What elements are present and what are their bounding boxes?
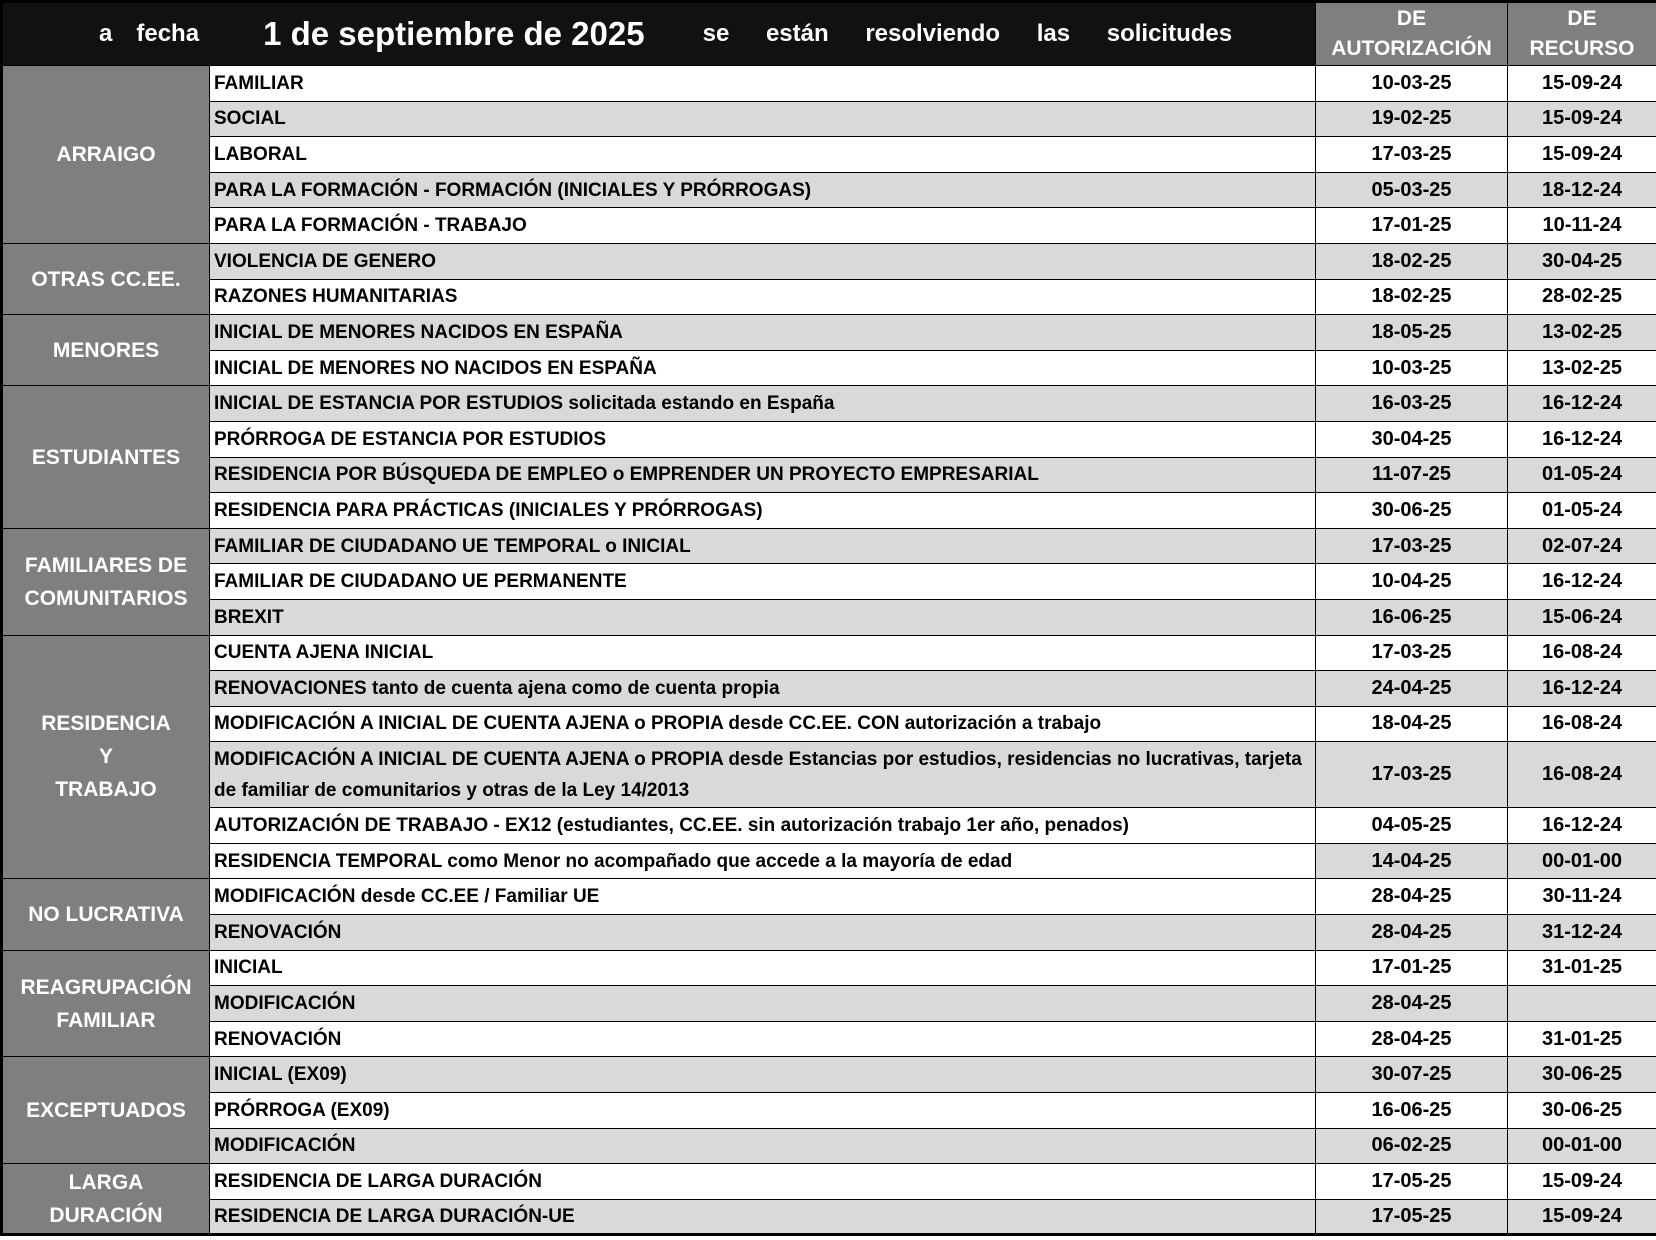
procedure-description: PRÓRROGA (EX09)	[210, 1093, 1316, 1129]
procedure-description: RESIDENCIA DE LARGA DURACIÓN-UE	[210, 1199, 1316, 1235]
autorizacion-date: 18-02-25	[1316, 243, 1508, 279]
recurso-date: 16-12-24	[1508, 808, 1656, 844]
table-row	[2, 243, 1656, 279]
recurso-date: 16-12-24	[1508, 564, 1656, 600]
column-header-recurso-line2: RECURSO	[1529, 37, 1635, 60]
header-banner	[2, 2, 1316, 66]
table-row	[2, 421, 1656, 457]
category-label: Y	[98, 745, 113, 769]
autorizacion-date: 24-04-25	[1316, 671, 1508, 707]
procedure-description: VIOLENCIA DE GENERO	[210, 243, 1316, 279]
header-rest: se están resolviendo las solicitudes	[702, 20, 1233, 47]
recurso-date: 16-12-24	[1508, 671, 1656, 707]
category-cell	[2, 1057, 210, 1164]
category-label: COMUNITARIOS	[24, 586, 188, 610]
autorizacion-date: 17-05-25	[1316, 1199, 1508, 1235]
autorizacion-date: 17-01-25	[1316, 950, 1508, 986]
recurso-date: 10-11-24	[1508, 208, 1656, 244]
table-row	[2, 706, 1656, 742]
table-row	[2, 1057, 1656, 1093]
header-row	[2, 2, 1656, 66]
table-body	[2, 66, 1656, 1235]
table-row	[2, 879, 1656, 915]
procedure-description: PRÓRROGA DE ESTANCIA POR ESTUDIOS	[210, 421, 1316, 457]
autorizacion-date: 28-04-25	[1316, 915, 1508, 951]
procedure-description: INICIAL (EX09)	[210, 1057, 1316, 1093]
recurso-date	[1508, 986, 1656, 1022]
procedure-description: RENOVACIÓN	[210, 915, 1316, 951]
procedure-description: MODIFICACIÓN	[210, 986, 1316, 1022]
procedure-description: BREXIT	[210, 599, 1316, 635]
procedure-description: INICIAL DE MENORES NACIDOS EN ESPAÑA	[210, 315, 1316, 351]
category-label: EXCEPTUADOS	[26, 1098, 186, 1122]
recurso-date: 31-12-24	[1508, 915, 1656, 951]
autorizacion-date: 17-03-25	[1316, 528, 1508, 564]
category-cell	[2, 315, 210, 386]
autorizacion-date: 18-05-25	[1316, 315, 1508, 351]
autorizacion-date: 14-04-25	[1316, 843, 1508, 879]
procedure-description: MODIFICACIÓN A INICIAL DE CUENTA AJENA o PROPIA desde Estancias por estudios, residencias no lucrativas, tarjeta de familiar de comunitarios y otras de la Ley 14/2013	[210, 742, 1316, 808]
table-row	[2, 635, 1656, 671]
category-label: ESTUDIANTES	[31, 445, 181, 469]
category-label: ARRAIGO	[56, 142, 156, 166]
autorizacion-date: 17-03-25	[1316, 635, 1508, 671]
autorizacion-date: 30-07-25	[1316, 1057, 1508, 1093]
procedure-description: PARA LA FORMACIÓN - FORMACIÓN (INICIALES Y PRÓRROGAS)	[210, 172, 1316, 208]
category-label: DURACIÓN	[49, 1203, 163, 1227]
table-row	[2, 564, 1656, 600]
table-row	[2, 1021, 1656, 1057]
procedure-description: RENOVACIÓN	[210, 1021, 1316, 1057]
procedure-description: INICIAL	[210, 950, 1316, 986]
category-label: OTRAS CC.EE.	[31, 267, 181, 291]
column-header-autorizacion-line1: DE	[1396, 7, 1427, 30]
header-date: 1 de septiembre de 2025	[263, 15, 645, 52]
procedure-description: PARA LA FORMACIÓN - TRABAJO	[210, 208, 1316, 244]
table-row	[2, 915, 1656, 951]
column-header-autorizacion	[1316, 2, 1508, 66]
recurso-date: 31-01-25	[1508, 1021, 1656, 1057]
table-row	[2, 528, 1656, 564]
table-row	[2, 350, 1656, 386]
table-row	[2, 950, 1656, 986]
recurso-date: 30-04-25	[1508, 243, 1656, 279]
recurso-date: 16-08-24	[1508, 706, 1656, 742]
autorizacion-date: 04-05-25	[1316, 808, 1508, 844]
autorizacion-date: 28-04-25	[1316, 879, 1508, 915]
autorizacion-date: 28-04-25	[1316, 986, 1508, 1022]
recurso-date: 16-12-24	[1508, 421, 1656, 457]
recurso-date: 15-09-24	[1508, 66, 1656, 102]
recurso-date: 31-01-25	[1508, 950, 1656, 986]
recurso-date: 13-02-25	[1508, 350, 1656, 386]
recurso-date: 01-05-24	[1508, 493, 1656, 529]
autorizacion-date: 19-02-25	[1316, 101, 1508, 137]
recurso-date: 00-01-00	[1508, 1128, 1656, 1164]
autorizacion-date: 06-02-25	[1316, 1128, 1508, 1164]
table-row	[2, 1199, 1656, 1235]
category-label: MENORES	[52, 338, 160, 362]
autorizacion-date: 05-03-25	[1316, 172, 1508, 208]
procedure-description: AUTORIZACIÓN DE TRABAJO - EX12 (estudiantes, CC.EE. sin autorización trabajo 1er año, penados)	[210, 808, 1316, 844]
category-cell	[2, 386, 210, 528]
procedure-description: RESIDENCIA DE LARGA DURACIÓN	[210, 1164, 1316, 1200]
procedure-description: FAMILIAR	[210, 66, 1316, 102]
table-row	[2, 457, 1656, 493]
recurso-date: 02-07-24	[1508, 528, 1656, 564]
recurso-date: 00-01-00	[1508, 843, 1656, 879]
table-row	[2, 101, 1656, 137]
autorizacion-date: 17-03-25	[1316, 742, 1508, 808]
recurso-date: 16-08-24	[1508, 742, 1656, 808]
table-row	[2, 1164, 1656, 1200]
table-row	[2, 386, 1656, 422]
table-row	[2, 208, 1656, 244]
category-cell	[2, 66, 210, 244]
table-row	[2, 172, 1656, 208]
procedure-description: MODIFICACIÓN	[210, 1128, 1316, 1164]
procedure-description: FAMILIAR DE CIUDADANO UE PERMANENTE	[210, 564, 1316, 600]
procedure-description: RESIDENCIA PARA PRÁCTICAS (INICIALES Y PRÓRROGAS)	[210, 493, 1316, 529]
recurso-date: 15-09-24	[1508, 1199, 1656, 1235]
recurso-date: 30-06-25	[1508, 1093, 1656, 1129]
autorizacion-date: 16-06-25	[1316, 599, 1508, 635]
recurso-date: 18-12-24	[1508, 172, 1656, 208]
table-row	[2, 279, 1656, 315]
column-header-autorizacion-line2: AUTORIZACIÓN	[1331, 37, 1492, 60]
autorizacion-date: 10-04-25	[1316, 564, 1508, 600]
autorizacion-date: 10-03-25	[1316, 66, 1508, 102]
category-label: RESIDENCIA	[41, 712, 171, 736]
procedure-description: CUENTA AJENA INICIAL	[210, 635, 1316, 671]
category-label: FAMILIARES DE	[24, 553, 188, 577]
recurso-date: 01-05-24	[1508, 457, 1656, 493]
table-row	[2, 493, 1656, 529]
category-label: NO LUCRATIVA	[28, 903, 184, 927]
procedure-description: LABORAL	[210, 137, 1316, 173]
header-word-fecha: fecha	[136, 20, 200, 47]
table-row	[2, 986, 1656, 1022]
table-row	[2, 843, 1656, 879]
recurso-date: 15-06-24	[1508, 599, 1656, 635]
table-row	[2, 742, 1656, 808]
autorizacion-date: 17-05-25	[1316, 1164, 1508, 1200]
recurso-date: 16-12-24	[1508, 386, 1656, 422]
procedure-description: MODIFICACIÓN desde CC.EE / Familiar UE	[210, 879, 1316, 915]
autorizacion-date: 17-03-25	[1316, 137, 1508, 173]
autorizacion-date: 18-02-25	[1316, 279, 1508, 315]
procedure-description: INICIAL DE ESTANCIA POR ESTUDIOS solicitada estando en España	[210, 386, 1316, 422]
recurso-date: 15-09-24	[1508, 101, 1656, 137]
procedure-description: INICIAL DE MENORES NO NACIDOS EN ESPAÑA	[210, 350, 1316, 386]
autorizacion-date: 18-04-25	[1316, 706, 1508, 742]
category-cell	[2, 243, 210, 314]
procedure-description: MODIFICACIÓN A INICIAL DE CUENTA AJENA o PROPIA desde CC.EE. CON autorización a trabajo	[210, 706, 1316, 742]
table-row	[2, 66, 1656, 102]
procedure-description: SOCIAL	[210, 101, 1316, 137]
procedure-description: RAZONES HUMANITARIAS	[210, 279, 1316, 315]
autorizacion-date: 16-03-25	[1316, 386, 1508, 422]
category-cell	[2, 528, 210, 635]
autorizacion-date: 28-04-25	[1316, 1021, 1508, 1057]
category-cell	[2, 950, 210, 1057]
autorizacion-date: 30-06-25	[1316, 493, 1508, 529]
table-row	[2, 137, 1656, 173]
autorizacion-date: 11-07-25	[1316, 457, 1508, 493]
recurso-date: 16-08-24	[1508, 635, 1656, 671]
procedure-description: FAMILIAR DE CIUDADANO UE TEMPORAL o INICIAL	[210, 528, 1316, 564]
procedure-description: RESIDENCIA POR BÚSQUEDA DE EMPLEO o EMPRENDER UN PROYECTO EMPRESARIAL	[210, 457, 1316, 493]
category-label: FAMILIAR	[56, 1008, 156, 1032]
table-row	[2, 1128, 1656, 1164]
category-label: REAGRUPACIÓN	[20, 975, 192, 999]
table-row	[2, 671, 1656, 707]
table-row	[2, 1093, 1656, 1129]
table-row	[2, 808, 1656, 844]
table-row	[2, 599, 1656, 635]
procedure-description: RESIDENCIA TEMPORAL como Menor no acompañado que accede a la mayoría de edad	[210, 843, 1316, 879]
autorizacion-date: 16-06-25	[1316, 1093, 1508, 1129]
recurso-date: 15-09-24	[1508, 1164, 1656, 1200]
autorizacion-date: 30-04-25	[1316, 421, 1508, 457]
table-row	[2, 315, 1656, 351]
autorizacion-date: 10-03-25	[1316, 350, 1508, 386]
procedure-description: RENOVACIONES tanto de cuenta ajena como de cuenta propia	[210, 671, 1316, 707]
column-header-recurso-line1: DE	[1567, 7, 1597, 30]
recurso-date: 30-11-24	[1508, 879, 1656, 915]
recurso-date: 13-02-25	[1508, 315, 1656, 351]
category-cell	[2, 879, 210, 950]
recurso-date: 28-02-25	[1508, 279, 1656, 315]
recurso-date: 30-06-25	[1508, 1057, 1656, 1093]
category-label: TRABAJO	[55, 778, 157, 802]
category-cell	[2, 635, 210, 879]
recurso-date: 15-09-24	[1508, 137, 1656, 173]
column-header-recurso	[1508, 2, 1656, 66]
category-label: LARGA	[68, 1170, 144, 1194]
header-word-a: a	[99, 20, 113, 47]
autorizacion-date: 17-01-25	[1316, 208, 1508, 244]
category-cell	[2, 1164, 210, 1235]
